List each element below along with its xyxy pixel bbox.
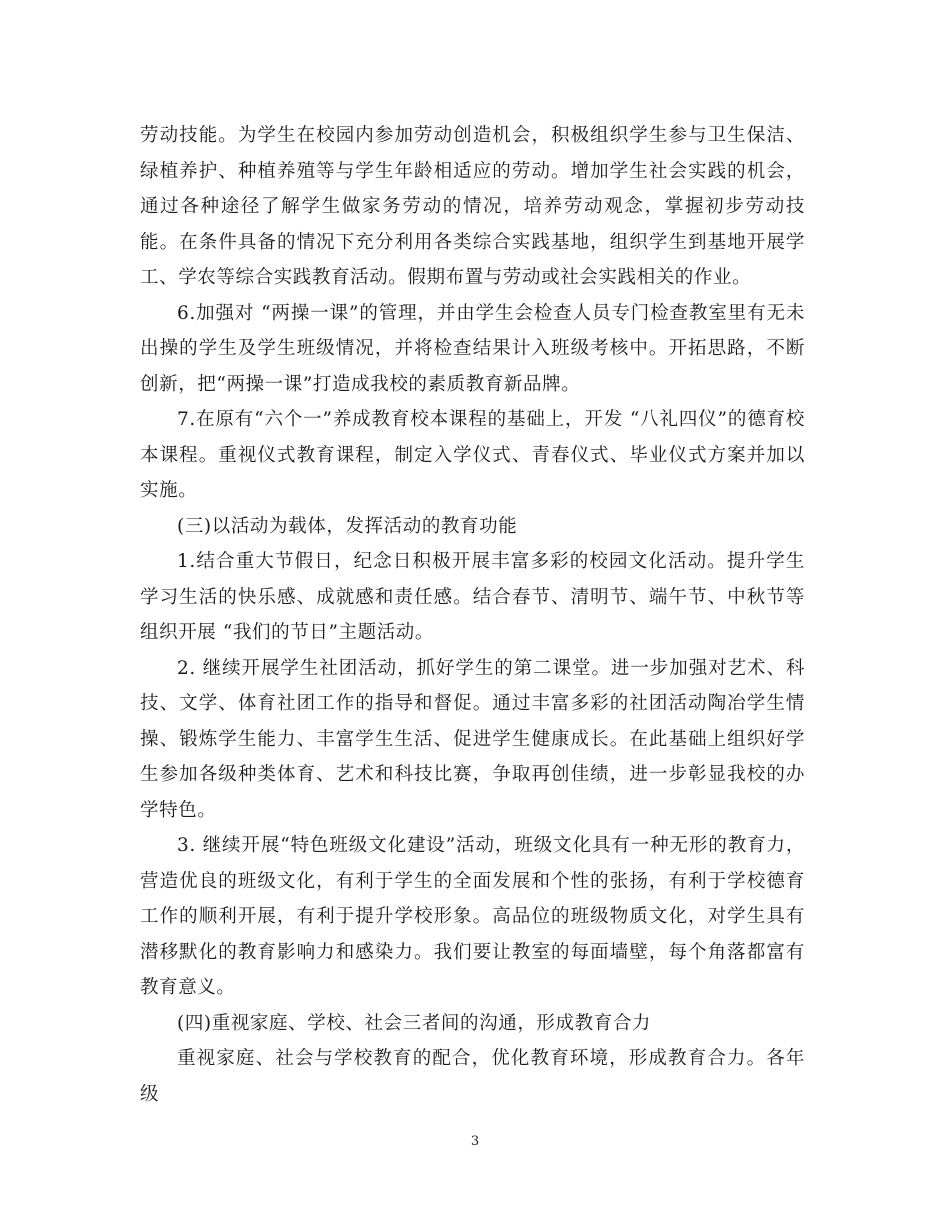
section-heading-4: (四)重视家庭、学校、社会三者间的沟通，形成教育合力	[177, 1012, 652, 1034]
page-number: 3	[470, 1134, 480, 1149]
section-heading-3: (三)以活动为载体，发挥活动的教育功能	[177, 515, 518, 537]
paragraph-labor-skills: 劳动技能。为学生在校园内参加劳动创造机会，积极组织学生参与卫生保洁、绿植养护、种植养殖等与学生年龄相适应的劳动。增加学生社会实践的机会，通过各种途径了解学生做家务劳动的情况，培养劳动观念，掌握初步劳动技能。在条件具备的情况下充分利用各类综合实践基地，组织学生到基地开展学工、学农等综合实践教育活动。假期布置与劳动或社会实践相关的作业。	[140, 125, 805, 288]
document-body	[140, 118, 805, 1112]
paragraph-activity-2: 2. 继续开展学生社团活动，抓好学生的第二课堂。进一步加强对艺术、科技、文学、体育社团工作的指导和督促。通过丰富多彩的社团活动陶冶学生情操、锻炼学生能力、丰富学生生活、促进学生健康成长。在此基础上组织好学生参加各级种类体育、艺术和科技比赛，争取再创佳绩，进一步彰显我校的办学特色。	[140, 657, 805, 821]
paragraph-activity-3: 3. 继续开展“特色班级文化建设”活动，班级文化具有一种无形的教育力，营造优良的班级文化，有利于学生的全面发展和个性的张扬，有利于学校德育工作的顺利开展，有利于提升学校形象。高品位的班级物质文化，对学生具有潜移默化的教育影响力和感染力。我们要让教室的每面墙壁，每个角落都富有教育意义。	[140, 835, 805, 998]
paragraph-item-7: 7.在原有“六个一”养成教育校本课程的基础上，开发 “八礼四仪”的德育校本课程。重视仪式教育课程，制定入学仪式、青春仪式、毕业仪式方案并加以实施。	[140, 409, 805, 501]
paragraph-cooperation: 重视家庭、社会与学校教育的配合，优化教育环境，形成教育合力。各年级	[140, 1048, 805, 1105]
paragraph-item-6: 6.加强对 “两操一课”的管理，并由学生会检查人员专门检查教室里有无未出操的学生及学生班级情况，并将检查结果计入班级考核中。开拓思路，不断创新，把“两操一课”打造成我校的素质教育新品牌。	[140, 302, 805, 395]
paragraph-activity-1: 1.结合重大节假日，纪念日积极开展丰富多彩的校园文化活动。提升学生学习生活的快乐感、成就感和责任感。结合春节、清明节、端午节、中秋节等组织开展 “我们的节日”主题活动。	[140, 551, 805, 643]
